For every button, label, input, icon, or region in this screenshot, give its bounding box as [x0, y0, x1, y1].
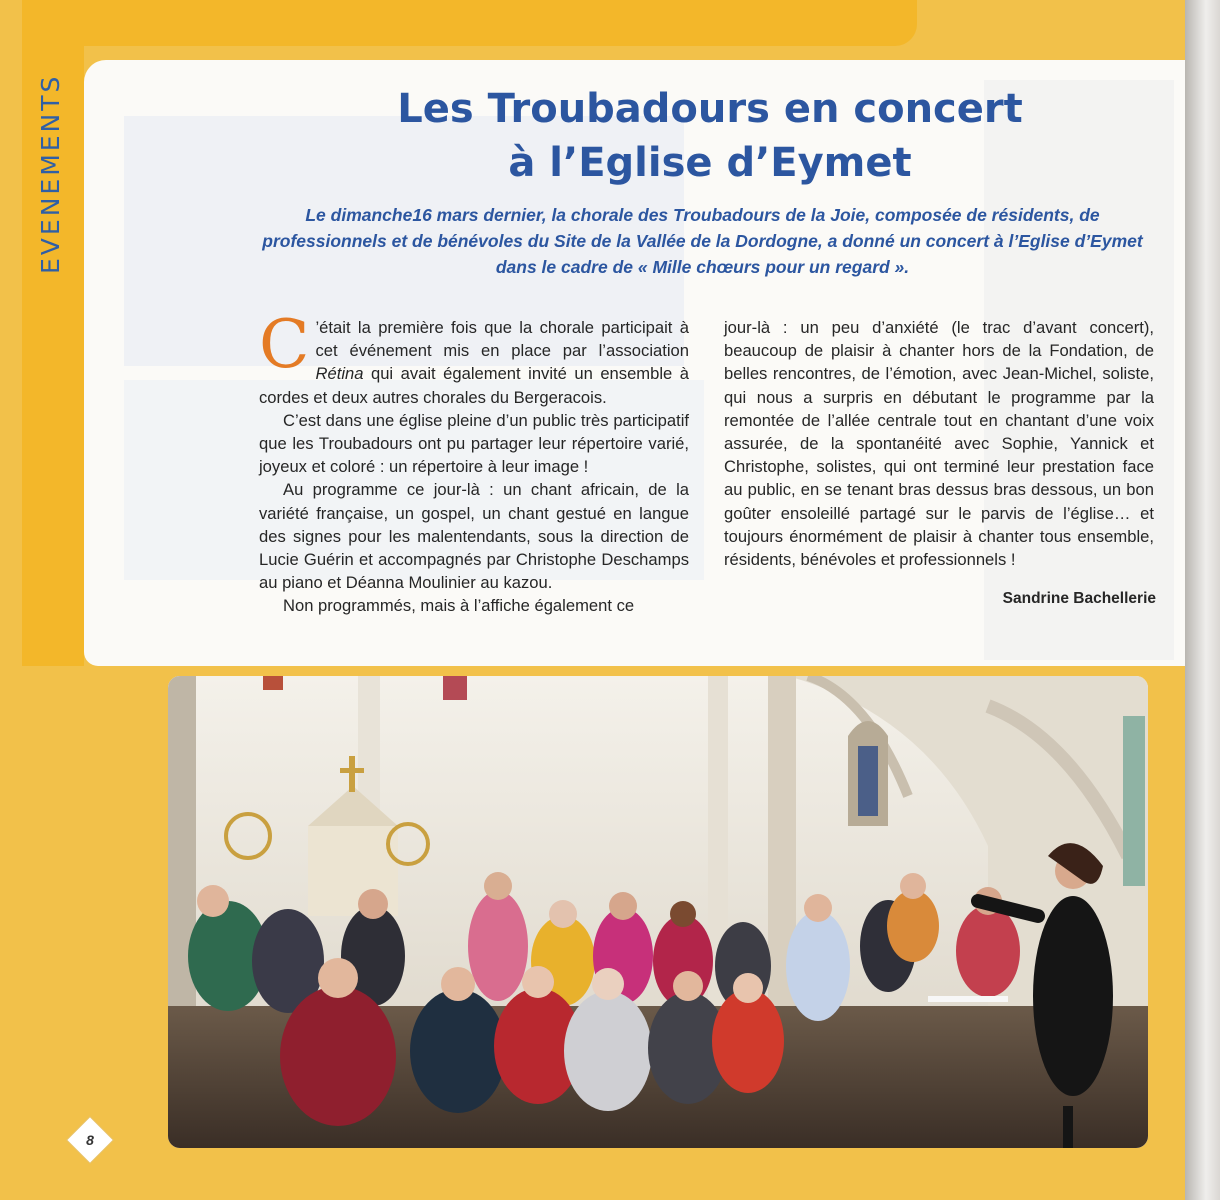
page-number: 8 [86, 1132, 94, 1148]
title-line-2: à l’Eglise d’Eymet [508, 140, 912, 186]
paragraph-4-start: Non programmés, mais à l’affiche également ce [283, 596, 635, 616]
drop-cap: C [259, 306, 310, 383]
choir-photo [168, 676, 1148, 1148]
author-signature: Sandrine Bachellerie [1002, 590, 1156, 607]
paragraph-2: C’est dans une église pleine d’un public très participatif que les Troubadours ont pu partager leur répertoire varié, joyeux et coloré : un répertoire à leur image ! [259, 410, 689, 477]
text-column-right [724, 316, 1154, 571]
section-label: EVENEMENTS [36, 73, 65, 274]
top-color-strip [22, 0, 917, 46]
paragraph-4-end: jour-là : un peu d’anxiété (le trac d’avant concert), beaucoup de plaisir à chanter hors de la Fondation, de belles rencontres, de l’émotion, avec Jean-Michel, soliste, qui nous a surpris en débutant le programme par la remontée de l’allée centrale tout en chantant d’une voix assurée, de la spontanéité avec Sophie, Yannick et Christophe, solistes, qui ont terminé leur prestation face au public, en se tenant bras dessus bras dessous, un bon goûter ensoleillé partagé sur le parvis de l’église… et toujours énormément de plaisir à chanter tous ensemble, résidents, bénévoles et professionnels ! [724, 318, 1154, 570]
association-name: Rétina [315, 364, 364, 384]
article-title [160, 82, 1220, 190]
article-lede: Le dimanche16 mars dernier, la chorale des Troubadours de la Joie, composée de résidents, de professionnels et de bénévoles du Site de la Vallée de la Dordogne, a donné un concert à l’Eglise d’Eymet dans le cadre de « Mille chœurs pour un regard ». [262, 205, 1143, 277]
text-column-left [259, 306, 689, 618]
paragraph-1: C ’était la première fois que la chorale participait à cet événement mis en place par l’association Rétina qui avait également invité un ensemble à cordes et deux autres chorales du Bergeracois. [259, 306, 689, 407]
choir-photo-illustration [168, 676, 1148, 1148]
paragraph-3: Au programme ce jour-là : un chant africain, de la variété française, un gospel, un chant gestué en langue des signes pour les malentendants, sous la direction de Lucie Guérin et accompagnés par Christophe Deschamps au piano et Déanna Moulinier au kazou. [259, 480, 689, 593]
page-number-badge [67, 1117, 112, 1162]
title-line-1: Les Troubadours en concert [397, 86, 1023, 132]
